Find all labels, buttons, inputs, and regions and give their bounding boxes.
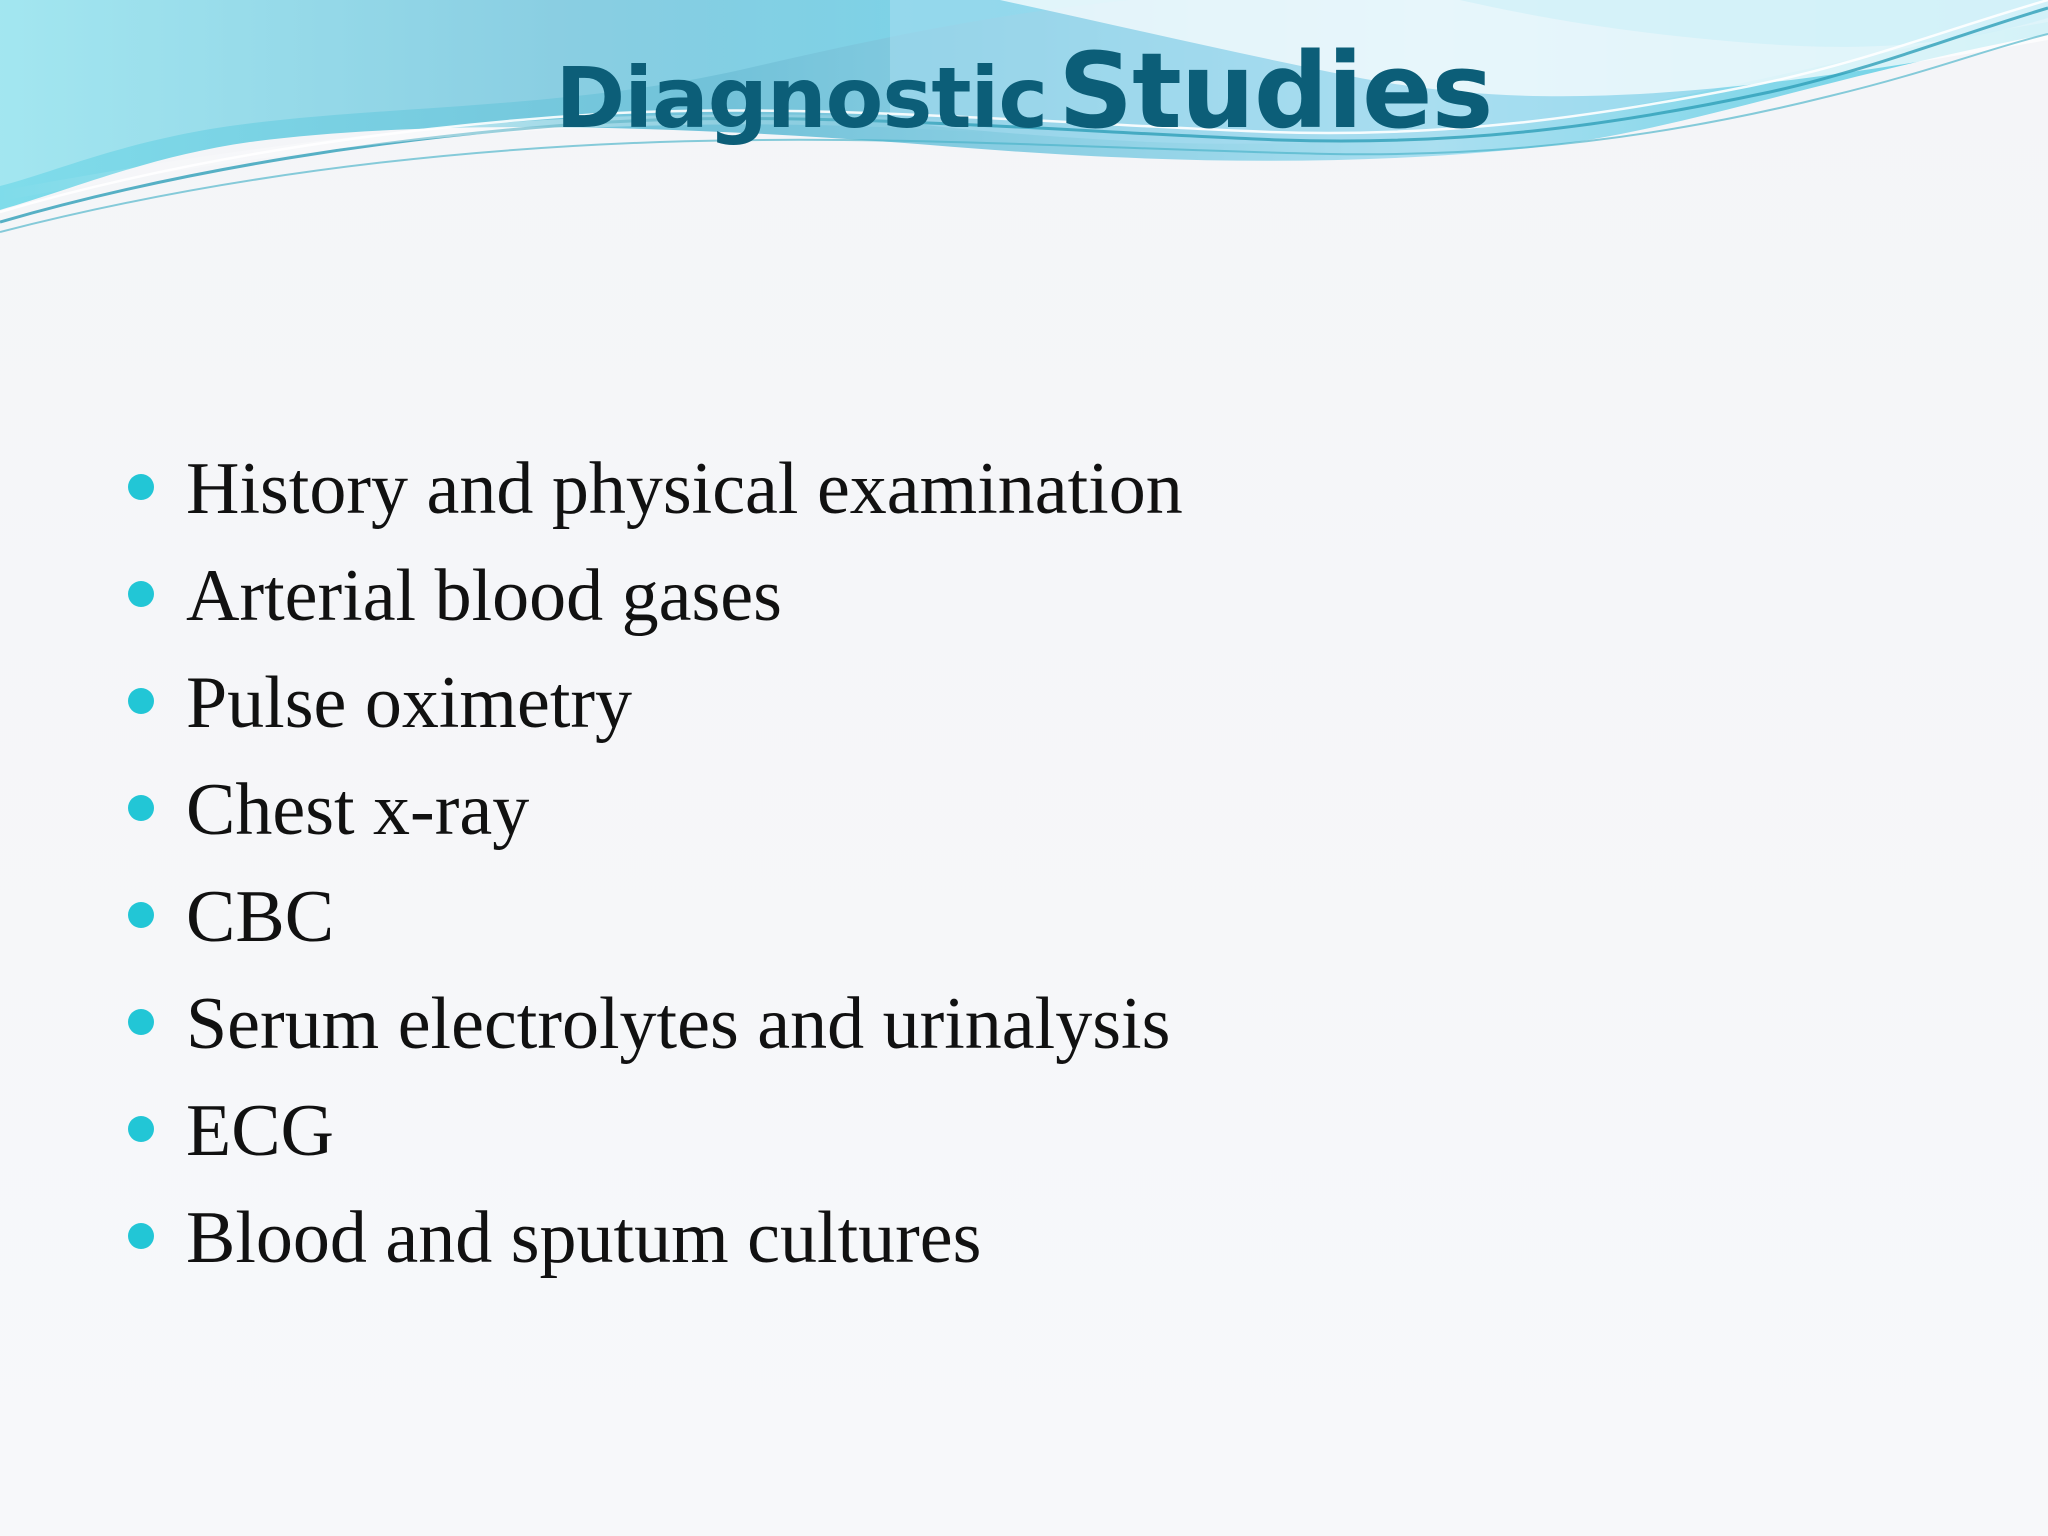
- bullet-item-cultures: [128, 1197, 1183, 1304]
- bullet-item-arterial-blood-gases: [128, 555, 1183, 662]
- bullet-text: Chest x-ray: [186, 769, 530, 851]
- bullet-icon: [128, 1223, 154, 1249]
- bullet-item-chest-xray: [128, 769, 1183, 876]
- bullet-text: Blood and sputum cultures: [186, 1197, 982, 1279]
- bullet-text: History and physical examination: [186, 448, 1183, 530]
- bullet-item-ecg: [128, 1090, 1183, 1197]
- slide-title-word-2: Studies: [1058, 30, 1493, 153]
- bullet-text: CBC: [186, 876, 335, 958]
- bullet-icon: [128, 474, 154, 500]
- bullet-icon: [128, 902, 154, 928]
- bullet-item-pulse-oximetry: [128, 662, 1183, 769]
- bullet-icon: [128, 581, 154, 607]
- bullet-text: Pulse oximetry: [186, 662, 633, 744]
- bullet-icon: [128, 1116, 154, 1142]
- bullet-item-cbc: [128, 876, 1183, 983]
- bullet-item-serum-electrolytes: [128, 983, 1183, 1090]
- bullet-icon: [128, 1009, 154, 1035]
- bullet-text: Arterial blood gases: [186, 555, 782, 637]
- bullet-list: [128, 448, 1183, 1304]
- bullet-text: Serum electrolytes and urinalysis: [186, 983, 1171, 1065]
- bullet-item-history: [128, 448, 1183, 555]
- slide-title: [0, 30, 2048, 153]
- bullet-icon: [128, 795, 154, 821]
- bullet-icon: [128, 688, 154, 714]
- slide-title-word-1: Diagnostic: [555, 49, 1048, 148]
- bullet-text: ECG: [186, 1090, 334, 1172]
